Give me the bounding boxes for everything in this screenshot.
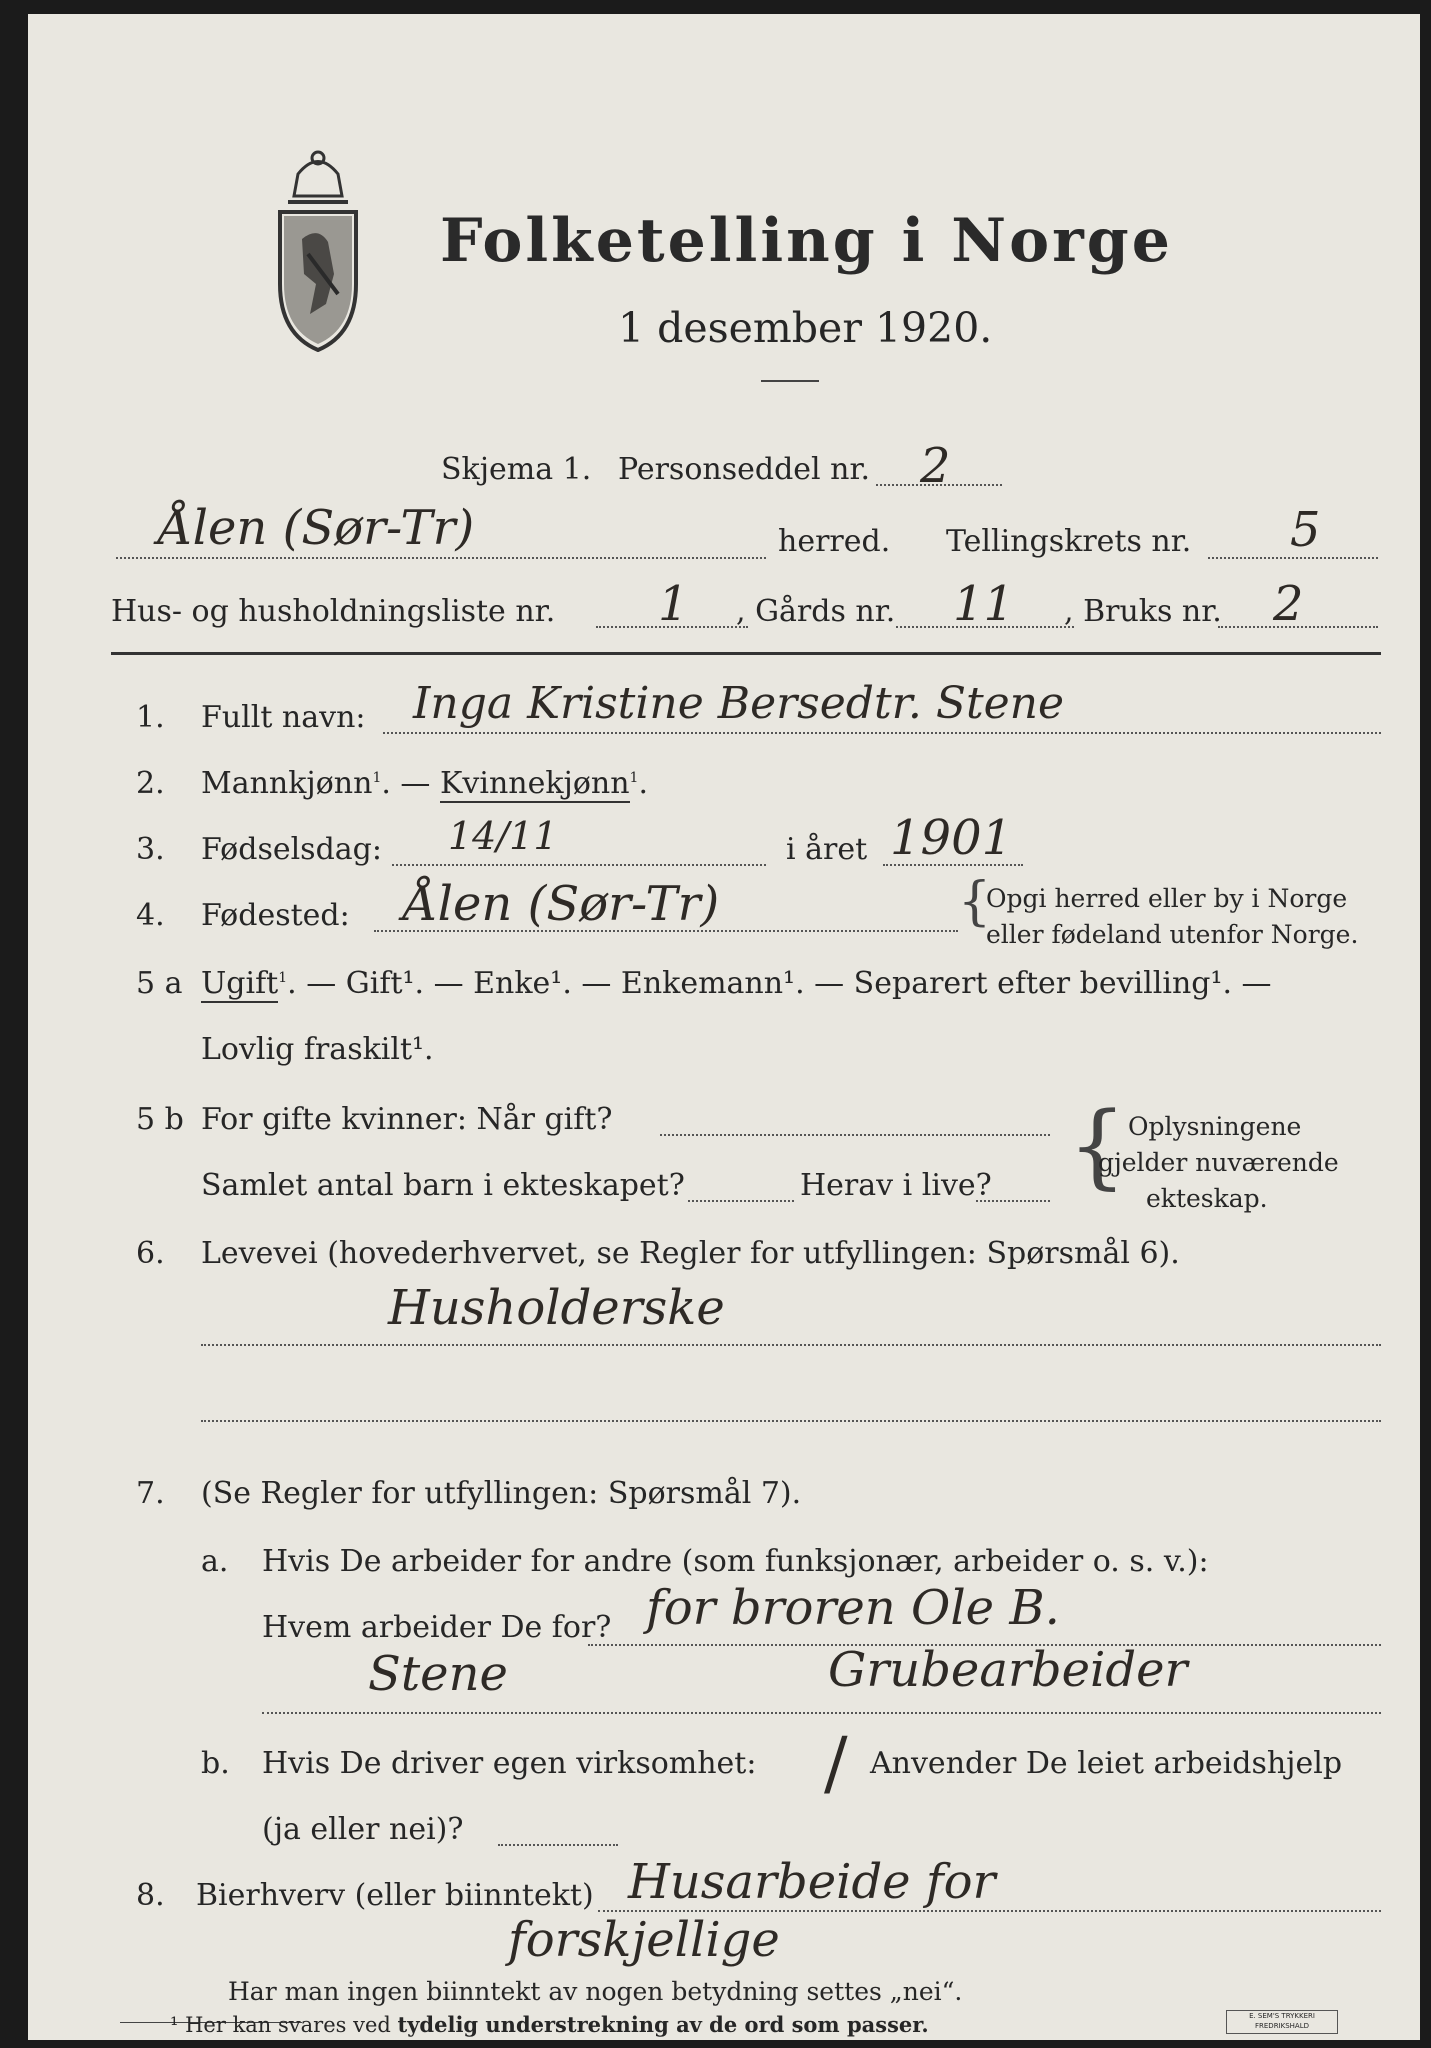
- hus-label: Hus- og husholdningsliste nr.: [111, 594, 556, 629]
- q5b-line1: For gifte kvinner: Når gift?: [201, 1102, 613, 1137]
- q5a-number: 5 a: [136, 966, 183, 1001]
- q4-note-line2: eller fødeland utenfor Norge.: [986, 920, 1359, 949]
- q1-field-line[interactable]: [383, 732, 1381, 734]
- q5a-options: Ugift$^1$. — Gift¹. — Enke¹. — Enkemann¹. — Separert efter bevilling¹. —: [201, 966, 1272, 1001]
- personseddel-value: 2: [920, 438, 951, 494]
- q5b-note-line2: gjelder nuværende: [1098, 1148, 1339, 1177]
- q6-label: Levevei (hovederhvervet, se Regler for utfyllingen: Spørsmål 6).: [201, 1236, 1180, 1271]
- footnote-text-a: Her kan svares ved: [185, 2013, 391, 2037]
- q5b-when-married-field-line[interactable]: [660, 1134, 1050, 1136]
- personseddel-label: Personseddel nr.: [618, 452, 871, 487]
- q7a-employer-value-2: Stene: [368, 1646, 508, 1702]
- tellingskrets-value: 5: [1290, 502, 1321, 558]
- q4-label: Fødested:: [201, 898, 350, 933]
- q7b-field-line[interactable]: [498, 1844, 618, 1846]
- q5b-note-line3: ekteskap.: [1146, 1184, 1268, 1213]
- q5a-line2[interactable]: Lovlig fraskilt¹.: [201, 1032, 434, 1067]
- q5b-note-brace: {: [1068, 1092, 1127, 1199]
- q7-label: (Se Regler for utfyllingen: Spørsmål 7).: [201, 1476, 802, 1511]
- q6-field-line-2[interactable]: [201, 1420, 1381, 1422]
- q3-day-field-line[interactable]: [392, 864, 766, 866]
- q8-label: Bierhverv (eller biinntekt): [196, 1878, 594, 1913]
- title-divider: [761, 380, 819, 382]
- gards-label: , Gårds nr.: [736, 594, 896, 629]
- q6-occupation-value: Husholderske: [388, 1280, 725, 1336]
- census-form: [28, 14, 1420, 2040]
- q3-day-value: 14/11: [448, 814, 558, 858]
- q1-number: 1.: [136, 700, 165, 735]
- q4-note-line1: Opgi herred eller by i Norge: [986, 884, 1348, 913]
- q3-year-value: 1901: [890, 810, 1013, 866]
- footnote-mark: ¹: [170, 2013, 179, 2037]
- form-date: 1 desember 1920.: [618, 304, 993, 352]
- q2-separator: . —: [381, 766, 431, 801]
- q7-number: 7.: [136, 1476, 165, 1511]
- q5b-children-field-line[interactable]: [688, 1200, 794, 1202]
- q7a-line2: Hvem arbeider De for?: [262, 1610, 612, 1645]
- tellingskrets-label: Tellingskrets nr.: [946, 524, 1192, 559]
- q2-number: 2.: [136, 766, 165, 801]
- q5b-children-label: Samlet antal barn i ekteskapet?: [201, 1168, 685, 1203]
- bruks-value: 2: [1273, 576, 1304, 632]
- q7b-number: b.: [201, 1746, 230, 1781]
- q5b-alive-field-line[interactable]: [976, 1200, 1050, 1202]
- q4-note-brace: {: [958, 872, 992, 932]
- q7a-line1: Hvis De arbeider for andre (som funksjonær, arbeider o. s. v.):: [262, 1544, 1209, 1579]
- herred-field-line[interactable]: [116, 557, 766, 559]
- q6-number: 6.: [136, 1236, 165, 1271]
- q6-field-line-1[interactable]: [201, 1344, 1381, 1346]
- q1-full-name-value: Inga Kristine Bersedtr. Stene: [413, 678, 1065, 729]
- q2-mannkjonn[interactable]: Mannkjønn: [201, 766, 373, 801]
- q4-number: 4.: [136, 898, 165, 933]
- q8-number: 8.: [136, 1878, 165, 1913]
- q2-kvinnekjonn-underlined[interactable]: Kvinnekjønn: [439, 766, 630, 801]
- bruks-label: , Bruks nr.: [1064, 594, 1222, 629]
- herred-label: herred.: [778, 524, 891, 559]
- q5b-alive-label: Herav i live?: [800, 1168, 992, 1203]
- q7a-employer-value-1: for broren Ole B.: [646, 1580, 1060, 1636]
- hus-value: 1: [658, 576, 689, 632]
- q5a-other-options[interactable]: . — Gift¹. — Enke¹. — Enkemann¹. — Separert efter bevilling¹. —: [287, 966, 1272, 1001]
- q5a-ugift-underlined[interactable]: Ugift: [201, 966, 279, 1001]
- form-title: Folketelling i Norge: [440, 206, 1173, 276]
- q7b-line1a: Hvis De driver egen virksomhet:: [262, 1746, 757, 1781]
- q5b-note-line1: Oplysningene: [1128, 1112, 1302, 1141]
- footnote: [170, 2012, 929, 2037]
- q3-label: Fødselsdag:: [201, 832, 382, 867]
- skjema-label: Skjema 1.: [441, 452, 592, 487]
- printer-stamp: E. SEM'S TRYKKERI FREDRIKSHALD: [1226, 2010, 1338, 2034]
- header-separator: [111, 652, 1381, 655]
- q8-secondary-value-1: Husarbeide for: [628, 1854, 996, 1910]
- q3-year-label: i året: [786, 832, 868, 867]
- q3-number: 3.: [136, 832, 165, 867]
- q5b-number: 5 b: [136, 1102, 184, 1137]
- q2-end: .: [638, 766, 648, 801]
- coat-of-arms-emblem: [268, 144, 368, 352]
- footnote-text-b: tydelig understrekning av de ord som passer.: [397, 2012, 929, 2037]
- biinntekt-note: Har man ingen biinntekt av nogen betydning settes „nei“.: [228, 1977, 963, 2006]
- herred-value: Ålen (Sør-Tr): [158, 500, 475, 556]
- q7a-number: a.: [201, 1544, 229, 1579]
- q7b-line1b: Anvender De leiet arbeidshjelp: [870, 1746, 1343, 1781]
- q7a-employer-value-3: Grubearbeider: [828, 1642, 1188, 1698]
- q7a-field-line-2[interactable]: [262, 1712, 1381, 1714]
- q2-gender-options: Mannkjønn$^1$. — Kvinnekjønn$^1$.: [201, 766, 648, 801]
- q1-label: Fullt navn:: [201, 700, 366, 735]
- gards-value: 11: [953, 576, 1015, 632]
- q8-secondary-value-2: forskjellige: [508, 1912, 780, 1968]
- q7b-slash-mark: /: [824, 1722, 848, 1804]
- q7b-line2: (ja eller nei)?: [262, 1812, 464, 1847]
- q4-birthplace-value: Ålen (Sør-Tr): [403, 876, 720, 932]
